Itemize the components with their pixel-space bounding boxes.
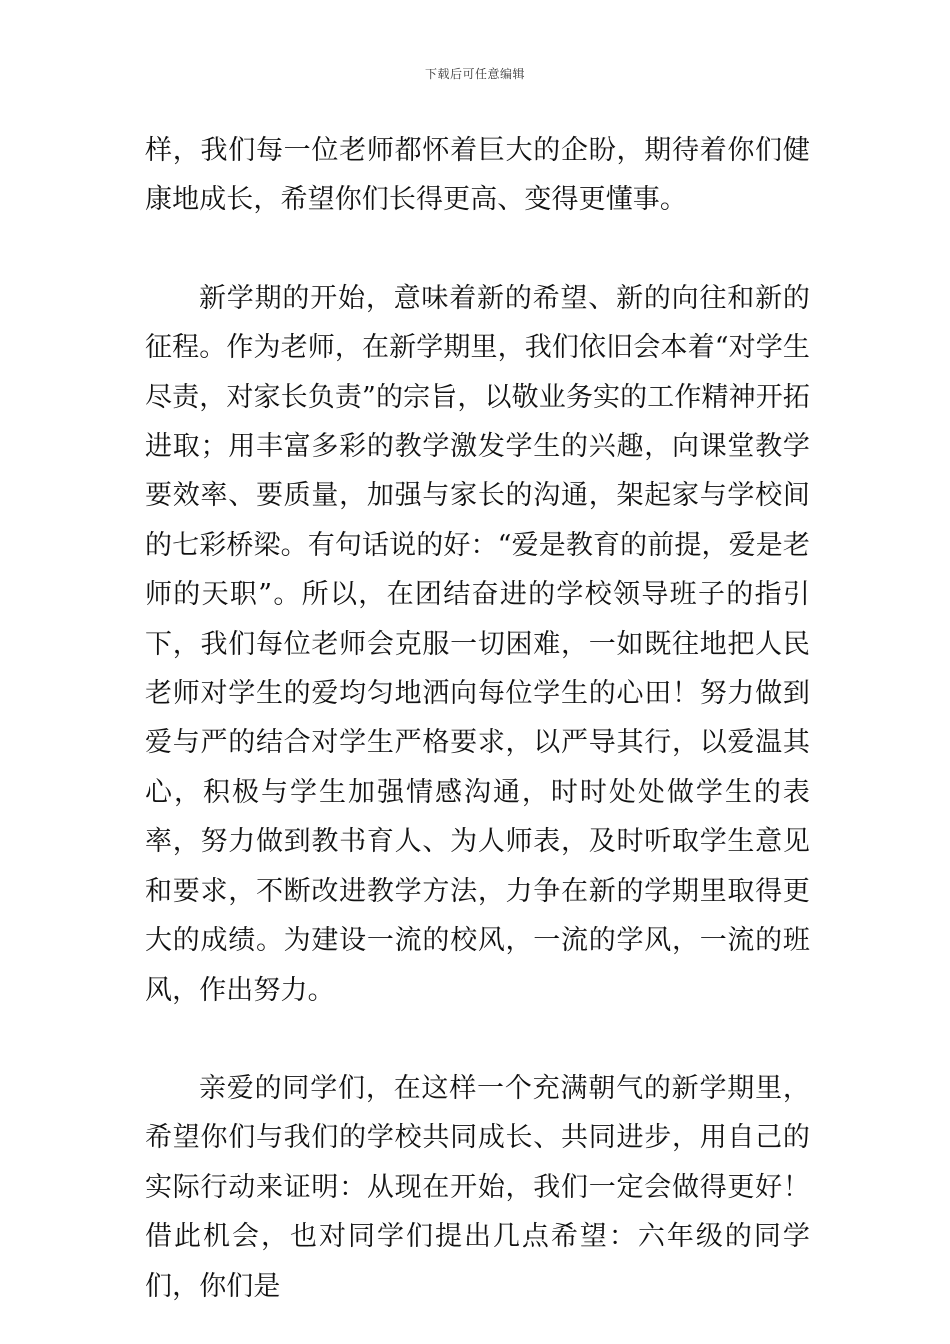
header-note: 下载后可任意编辑 [424, 67, 525, 81]
paragraph-continuation: 样，我们每一位老师都怀着巨大的企盼，期待着你们健康地成长，希望你们长得更高、变得更懂事。 [145, 135, 810, 216]
paragraph-new-semester: 新学期的开始，意味着新的希望、新的向往和新的征程。作为老师，在新学期里，我们依旧会本着“对学生尽责，对家长负责”的宗旨，以敬业务实的工作精神开拓进取；用丰富多彩的教学激发学生的兴趣，向课堂教学要效率、要质量，加强与家长的沟通，架起家与学校间的七彩桥梁。有句话说的好：“爱是教育的前提，爱是老师的天职”。所以，在团结奋进的学校领导班子的指引下，我们每位老师会克服一切困难，一如既往地把人民老师对学生的爱均匀地洒向每位学生的心田！努力做到爱与严的结合对学生严格要求，以严导其行，以爱温其心，积极与学生加强情感沟通，时时处处做学生的表率，努力做到教书育人、为人师表，及时听取学生意见和要求，不断改进教学方法，力争在新的学期里取得更大的成绩。为建设一流的校风，一流的学风，一流的班风，作出努力。 [145, 282, 810, 1006]
paragraph-spacer [145, 225, 810, 274]
document-body [145, 126, 810, 1311]
paragraph-spacer [145, 1015, 810, 1064]
paragraph-dear-students: 亲爱的同学们，在这样一个充满朝气的新学期里，希望你们与我们的学校共同成长、共同进步，用自己的实际行动来证明：从现在开始，我们一定会做得更好！借此机会，也对同学们提出几点希望：六年级的同学们，你们是 [145, 1072, 810, 1302]
